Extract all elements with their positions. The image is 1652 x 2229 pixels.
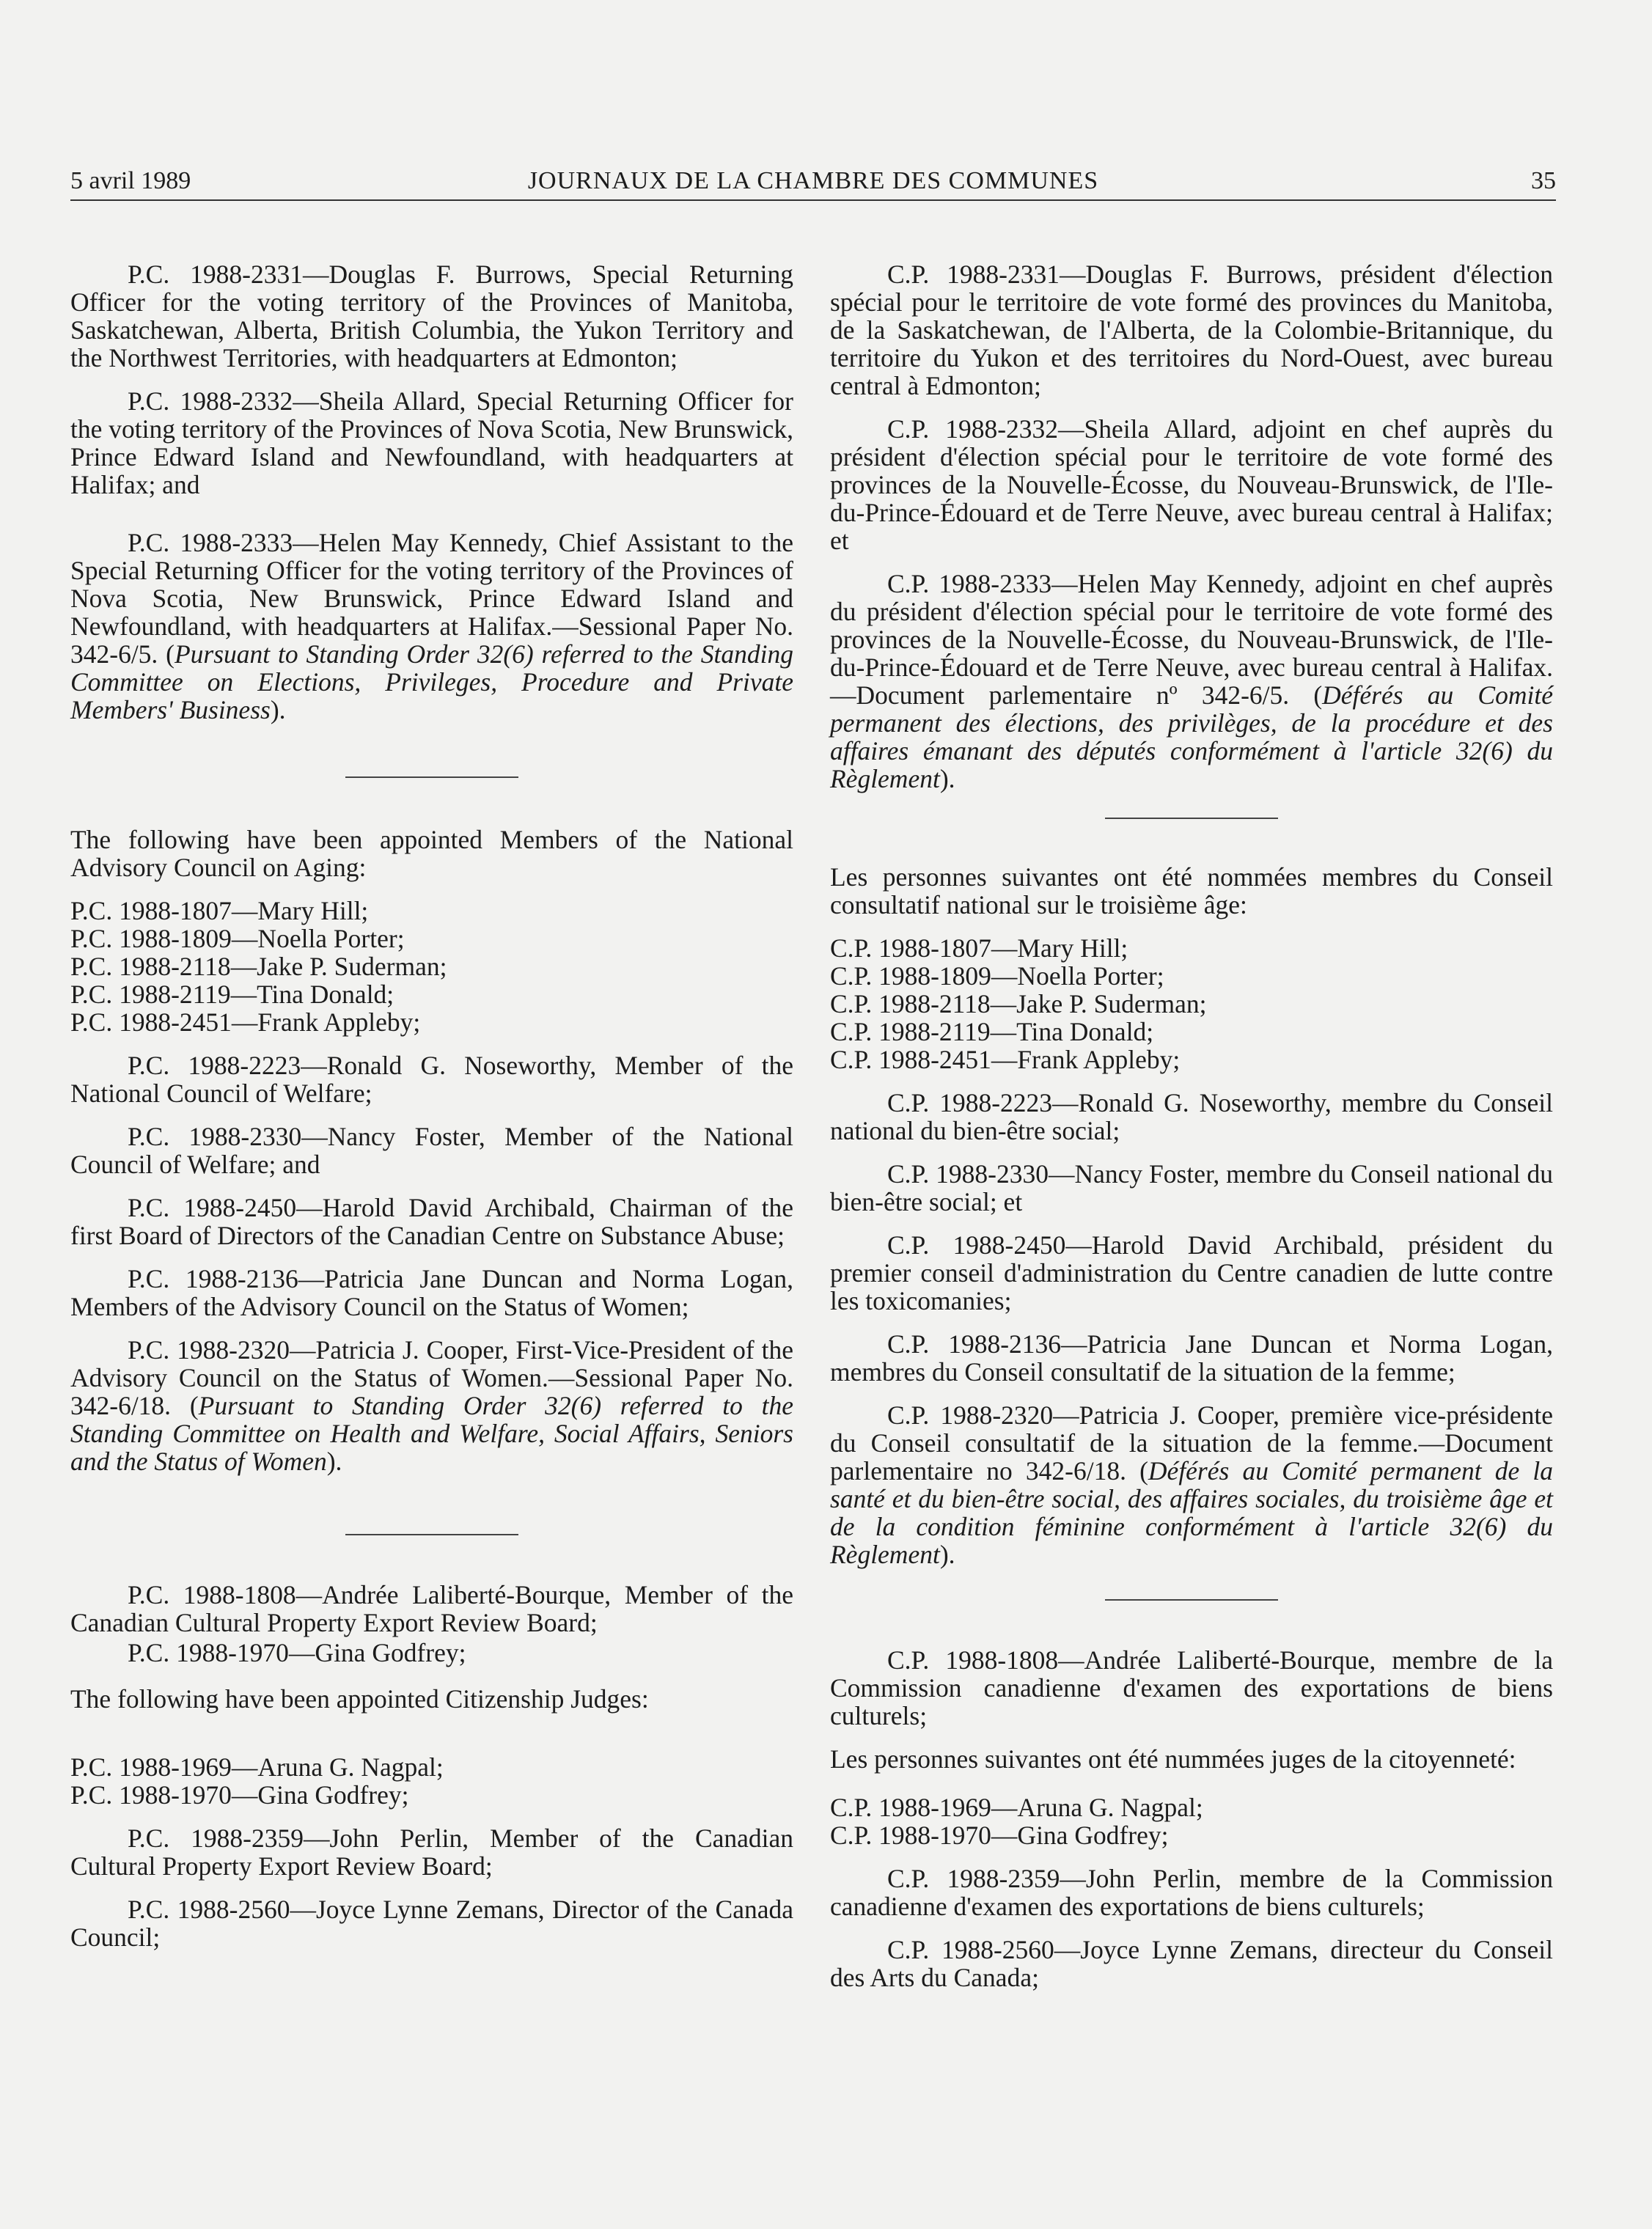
appointment-list <box>830 1793 1553 1849</box>
list-item: C.P. 1988-1970—Gina Godfrey; <box>830 1821 1169 1850</box>
paragraph: P.C. 1988-2223—Ronald G. Noseworthy, Member of the National Council of Welfare; <box>70 1051 793 1108</box>
paragraph: C.P. 1988-1808—Andrée Laliberté-Bourque, membre de la Commission canadienne d'examen des exportations de biens culturels; <box>830 1645 1553 1730</box>
section-divider <box>1105 1599 1278 1601</box>
list-item: C.P. 1988-1969—Aruna G. Nagpal; <box>830 1793 1203 1822</box>
paragraph: C.P. 1988-2560—Joyce Lynne Zemans, directeur du Conseil des Arts du Canada; <box>830 1935 1553 1992</box>
paragraph: P.C. 1988-1808—Andrée Laliberté-Bourque, Member of the Canadian Cultural Property Export Review Board; <box>70 1580 793 1637</box>
section-intro: The following have been appointed Citizenship Judges: <box>70 1684 649 1714</box>
paragraph: C.P. 1988-2331—Douglas F. Burrows, président d'élection spécial pour le territoire de vote formé des provinces du Manitoba, de la Saskatchewan, de l'Alberta, de la Colombie-Britannique, du territoire du Yukon et des territoires du Nord-Ouest, avec bureau central à Edmonton; <box>830 260 1553 400</box>
referral-note: Pursuant to Standing Order 32(6) referred to the Standing Committee on Health and Welfare, Social Affairs, Seniors and the Status of Women <box>70 1391 793 1476</box>
paragraph: P.C. 1988-2560—Joyce Lynne Zemans, Director of the Canada Council; <box>70 1895 793 1952</box>
paragraph <box>70 1336 793 1475</box>
section-intro: Les personnes suivantes ont été nummées juges de la citoyenneté: <box>830 1744 1516 1774</box>
section-intro: Les personnes suivantes ont été nommées membres du Conseil consultatif national sur le troisième âge: <box>830 862 1553 919</box>
list-item: C.P. 1988-2119—Tina Donald; <box>830 1017 1154 1046</box>
list-item: P.C. 1988-1969—Aruna G. Nagpal; <box>70 1752 444 1782</box>
list-item: C.P. 1988-1807—Mary Hill; <box>830 933 1128 963</box>
paragraph: C.P. 1988-2136—Patricia Jane Duncan et Norma Logan, membres du Conseil consultatif de la situation de la femme; <box>830 1329 1553 1387</box>
paragraph-end: ). <box>939 764 955 793</box>
list-item: P.C. 1988-1809—Noella Porter; <box>70 924 405 953</box>
list-item: C.P. 1988-2451—Frank Appleby; <box>830 1045 1181 1074</box>
paragraph: P.C. 1988-2136—Patricia Jane Duncan and Norma Logan, Members of the Advisory Council on the Status of Women; <box>70 1264 793 1321</box>
paragraph <box>70 529 793 724</box>
page-number: 35 <box>1531 167 1556 194</box>
section-divider <box>345 776 518 778</box>
section-divider <box>345 1534 518 1535</box>
french-column <box>830 260 1553 1991</box>
list-item: P.C. 1988-1970—Gina Godfrey; <box>70 1780 409 1810</box>
section-intro: The following have been appointed Members of the National Advisory Council on Aging: <box>70 825 793 882</box>
list-item: P.C. 1988-1807—Mary Hill; <box>70 896 369 925</box>
paragraph: P.C. 1988-2331—Douglas F. Burrows, Special Returning Officer for the voting territory of the Provinces of Manitoba, Saskatchewan, Alberta, British Columbia, the Yukon Territory and the Northwest Territories, with headquarters at Edmonton; <box>70 260 793 372</box>
paragraph-text: C.P. 1988-2320—Patricia J. Cooper, première vice-présidente du Conseil consultatif de la situation de la femme.—Document parlementaire no 342-6/18. ( <box>830 1400 1553 1486</box>
paragraph: P.C. 1988-2330—Nancy Foster, Member of the National Council of Welfare; and <box>70 1122 793 1179</box>
paragraph: C.P. 1988-2359—John Perlin, membre de la Commission canadienne d'examen des exportations de biens culturels; <box>830 1864 1553 1921</box>
paragraph: P.C. 1988-1970—Gina Godfrey; <box>128 1638 466 1667</box>
appointment-list <box>70 897 793 1036</box>
appointment-list <box>830 934 1553 1073</box>
header-title: JOURNAUX DE LA CHAMBRE DES COMMUNES <box>527 167 1099 194</box>
paragraph-end: ). <box>939 1540 955 1569</box>
paragraph: C.P. 1988-2330—Nancy Foster, membre du Conseil national du bien-être social; et <box>830 1159 1553 1216</box>
appointment-list <box>70 1753 793 1809</box>
paragraph: P.C. 1988-2450—Harold David Archibald, Chairman of the first Board of Directors of the Canadian Centre on Substance Abuse; <box>70 1193 793 1250</box>
paragraph-end: ). <box>270 695 286 724</box>
paragraph: C.P. 1988-2223—Ronald G. Noseworthy, membre du Conseil national du bien-être social; <box>830 1088 1553 1145</box>
paragraph: P.C. 1988-2359—John Perlin, Member of the Canadian Cultural Property Export Review Board; <box>70 1824 793 1881</box>
referral-note: Déférés au Comité permanent des élections, des privilèges, de la procédure et des affaires émanant des députés conformément à l'article 32(6) du Règlement <box>830 680 1553 793</box>
paragraph-text: P.C. 1988-2333—Helen May Kennedy, Chief Assistant to the Special Returning Officer for the voting territory of the Provinces of Nova Scotia, New Brunswick, Prince Edward Island and Newfoundland, with headquarters at Halifax.—Sessional Paper No. 342-6/5. ( <box>70 528 793 669</box>
page-header <box>70 163 1556 201</box>
paragraph-text: P.C. 1988-2320—Patricia J. Cooper, First-Vice-President of the Advisory Council on the Status of Women.—Sessional Paper No. 342-6/18. ( <box>70 1335 793 1420</box>
referral-note: Pursuant to Standing Order 32(6) referred to the Standing Committee on Elections, Privileges, Procedure and Private Members' Business <box>70 639 793 724</box>
list-item: C.P. 1988-2118—Jake P. Suderman; <box>830 989 1207 1018</box>
paragraph <box>830 1401 1553 1568</box>
paragraph: C.P. 1988-2450—Harold David Archibald, président du premier conseil d'administration du Centre canadien de lutte contre les toxicomanies; <box>830 1230 1553 1315</box>
list-item: P.C. 1988-2119—Tina Donald; <box>70 980 394 1009</box>
paragraph: C.P. 1988-2332—Sheila Allard, adjoint en chef auprès du président d'élection spécial pour le territoire de vote formé des provinces de la Nouvelle-Écosse, du Nouveau-Brunswick, de l'Ile-du-Prince-Édouard et de Terre Neuve, avec bureau central à Halifax; et <box>830 414 1553 555</box>
paragraph: P.C. 1988-2332—Sheila Allard, Special Returning Officer for the voting territory of the Provinces of Nova Scotia, New Brunswick, Prince Edward Island and Newfoundland, with headquarters at Halifax; and <box>70 386 793 499</box>
paragraph-end: ). <box>326 1447 342 1476</box>
english-column <box>70 260 793 1951</box>
referral-note: Déférés au Comité permanent de la santé et du bien-être social, des affaires sociales, du troisième âge et de la condition féminine conformément à l'article 32(6) du Règlement <box>830 1456 1553 1569</box>
list-item: P.C. 1988-2118—Jake P. Suderman; <box>70 952 447 981</box>
list-item: P.C. 1988-2451—Frank Appleby; <box>70 1007 421 1037</box>
paragraph-text: C.P. 1988-2333—Helen May Kennedy, adjoint en chef auprès du président d'élection spécial pour le territoire de vote formé des provinces de la Nouvelle-Écosse, du Nouveau-Brunswick, de l'Ile-du-Prince-Édouard et de Terre Neuve, avec bureau central à Halifax.—Document parlementaire nº 342-6/5. ( <box>830 569 1553 710</box>
list-item: C.P. 1988-1809—Noella Porter; <box>830 961 1164 991</box>
section-divider <box>1105 818 1278 819</box>
header-date: 5 avril 1989 <box>70 167 191 194</box>
paragraph <box>830 570 1553 793</box>
